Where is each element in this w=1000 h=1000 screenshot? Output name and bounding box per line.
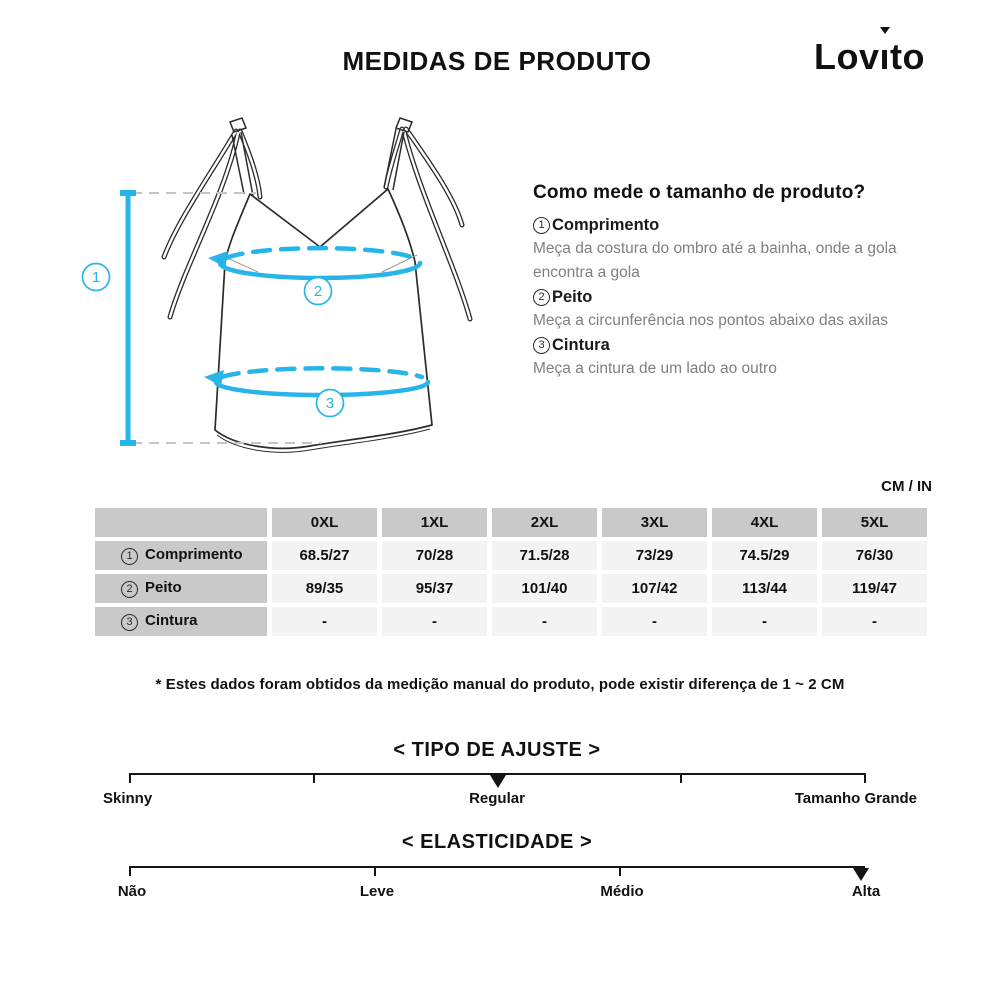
cell-value: 71.5/28 xyxy=(492,541,597,570)
guide-item-peito: 2 Peito xyxy=(533,285,925,309)
elasticity-tick-icon xyxy=(129,866,131,876)
measurement-footnote: * Estes dados foram obtidos da medição manual do produto, pode existir diferença de 1 ~ 2 CM xyxy=(155,676,845,693)
cell-value: 68.5/27 xyxy=(272,541,377,570)
table-row-comprimento xyxy=(95,541,927,570)
fit-scale-line xyxy=(130,773,865,775)
size-table-header-row xyxy=(95,508,927,537)
brand-logo-i-dot-icon xyxy=(880,27,890,34)
measuring-guide xyxy=(533,182,925,381)
circled-3-icon: 3 xyxy=(533,337,550,354)
svg-text:1: 1 xyxy=(91,269,101,286)
fit-label-skinny: Skinny xyxy=(103,790,153,807)
elasticity-label-nao: Não xyxy=(117,883,147,900)
elasticity-scale-line xyxy=(130,866,865,868)
brand-logo xyxy=(814,36,925,78)
elasticity-scale-title: < ELASTICIDADE > xyxy=(401,831,593,853)
guide-item-comprimento: 1 Comprimento xyxy=(533,213,925,237)
unit-label: CM / IN xyxy=(881,478,932,495)
svg-text:2: 2 xyxy=(313,283,323,300)
fit-label-tamanho-grande: Tamanho Grande xyxy=(794,790,917,807)
garment-measurement-illustration xyxy=(60,105,500,470)
circled-2-icon: 2 xyxy=(121,581,138,598)
cell-value: - xyxy=(712,607,817,636)
marker-3 xyxy=(317,390,344,417)
size-column-1xl: 1XL xyxy=(382,508,487,537)
guide-heading: Como mede o tamanho de produto? xyxy=(533,182,866,203)
brand-logo-text2: to xyxy=(890,36,925,77)
cell-value: - xyxy=(822,607,927,636)
cell-value: - xyxy=(272,607,377,636)
elasticity-marker-icon xyxy=(853,868,869,881)
elasticity-label-alta: Alta xyxy=(851,883,881,900)
circled-3-icon: 3 xyxy=(121,614,138,631)
cell-value: 107/42 xyxy=(602,574,707,603)
brand-logo-text: Lov xyxy=(813,36,880,77)
elasticity-tick-icon xyxy=(374,866,376,876)
guide-desc-cintura: Meça a cintura de um lado ao outro xyxy=(533,360,777,377)
size-table-corner-cell xyxy=(95,508,267,537)
row-label-comprimento: 1 Comprimento xyxy=(95,541,267,570)
cell-value: 74.5/29 xyxy=(712,541,817,570)
cell-value: 73/29 xyxy=(602,541,707,570)
cell-value: - xyxy=(602,607,707,636)
fit-tick-icon xyxy=(129,773,131,783)
chest-arrow-icon xyxy=(208,251,228,267)
size-table xyxy=(90,504,932,640)
guide-desc-comprimento: Meça da costura do ombro até a bainha, onde a gola encontra a gola xyxy=(533,240,897,281)
waist-arrow-icon xyxy=(204,370,224,386)
size-column-5xl: 5XL xyxy=(822,508,927,537)
fit-marker-icon xyxy=(490,775,506,788)
size-column-3xl: 3XL xyxy=(602,508,707,537)
cell-value: 95/37 xyxy=(382,574,487,603)
row-label-cintura: 3 Cintura xyxy=(95,607,267,636)
guide-item-cintura: 3 Cintura xyxy=(533,333,925,357)
length-measure-line-icon xyxy=(120,193,136,443)
elasticity-label-medio: Médio xyxy=(600,883,644,900)
elasticity-label-leve: Leve xyxy=(359,883,395,900)
fit-tick-icon xyxy=(680,773,682,783)
cell-value: - xyxy=(492,607,597,636)
cell-value: 70/28 xyxy=(382,541,487,570)
cell-value: 76/30 xyxy=(822,541,927,570)
row-label-peito: 2 Peito xyxy=(95,574,267,603)
size-column-4xl: 4XL xyxy=(712,508,817,537)
fit-label-regular: Regular xyxy=(469,790,525,807)
fit-tick-icon xyxy=(864,773,866,783)
circled-2-icon: 2 xyxy=(533,289,550,306)
brand-logo-i: ı xyxy=(880,36,891,77)
table-row-cintura xyxy=(95,607,927,636)
cell-value: 89/35 xyxy=(272,574,377,603)
marker-2 xyxy=(305,278,332,305)
size-column-0xl: 0XL xyxy=(272,508,377,537)
cell-value: - xyxy=(382,607,487,636)
page-title: MEDIDAS DE PRODUTO xyxy=(342,46,652,76)
size-column-2xl: 2XL xyxy=(492,508,597,537)
marker-1 xyxy=(83,264,110,291)
elasticity-tick-icon xyxy=(619,866,621,876)
fit-tick-icon xyxy=(313,773,315,783)
circled-1-icon: 1 xyxy=(533,217,550,234)
cell-value: 113/44 xyxy=(712,574,817,603)
guide-desc-peito: Meça a circunferência nos pontos abaixo das axilas xyxy=(533,312,888,329)
cell-value: 101/40 xyxy=(492,574,597,603)
circled-1-icon: 1 xyxy=(121,548,138,565)
fit-scale-title: < TIPO DE AJUSTE > xyxy=(393,739,601,761)
cell-value: 119/47 xyxy=(822,574,927,603)
svg-text:3: 3 xyxy=(325,395,335,412)
table-row-peito xyxy=(95,574,927,603)
